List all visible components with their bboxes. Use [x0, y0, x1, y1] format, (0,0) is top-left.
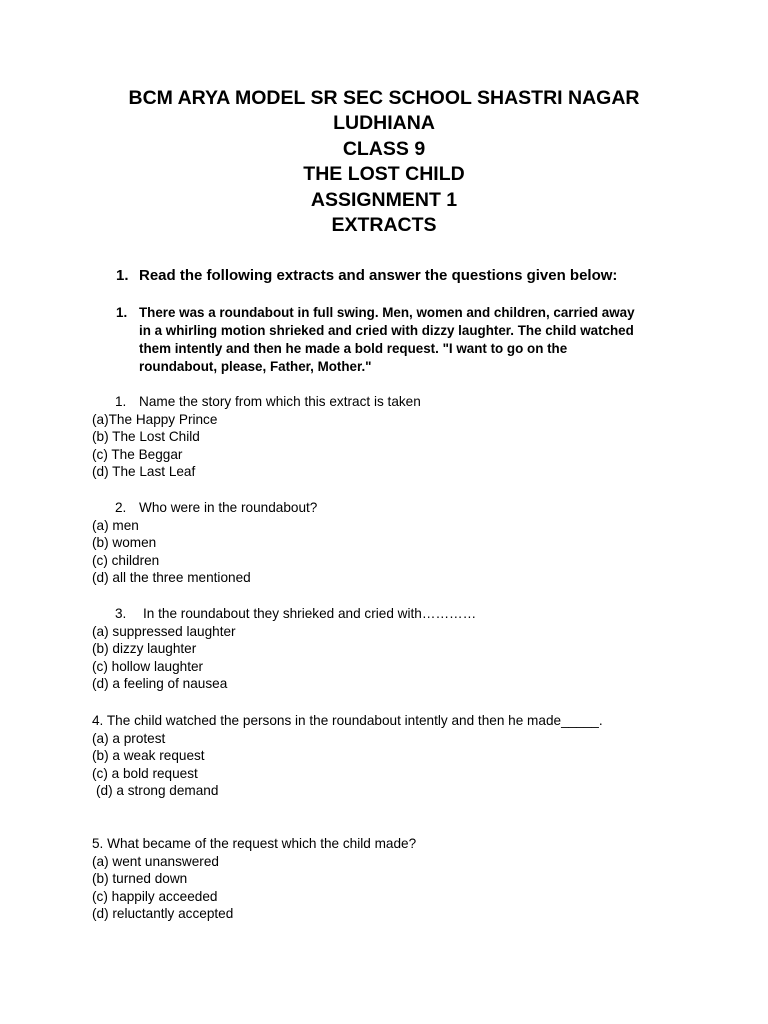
question-2	[92, 499, 317, 587]
option-b: (b) The Lost Child	[92, 429, 200, 445]
question-number: 4.	[92, 713, 104, 728]
question-stem	[92, 605, 476, 623]
option-a: (a) suppressed laughter	[92, 623, 236, 639]
option-b: (b) women	[92, 535, 157, 551]
option-a: (a)The Happy Prince	[92, 411, 218, 427]
class-label: CLASS 9	[342, 137, 426, 160]
assignment-label: ASSIGNMENT 1	[310, 188, 458, 211]
option-b: (b) dizzy laughter	[92, 641, 197, 657]
option-c: (c) children	[92, 552, 160, 568]
question-stem	[92, 712, 603, 730]
option-d: (d) all the three mentioned	[92, 570, 251, 586]
question-text: What became of the request which the child made?	[107, 836, 417, 851]
chapter-title: THE LOST CHILD	[303, 163, 465, 186]
instruction-text: Read the following extracts and answer the questions given below:	[139, 267, 618, 284]
option-c: (c) a bold request	[92, 765, 198, 781]
question-number: 5.	[92, 836, 104, 851]
option-c: (c) hollow laughter	[92, 658, 204, 674]
document-header	[0, 86, 768, 238]
extract-body	[139, 304, 676, 376]
question-stem	[92, 835, 416, 853]
question-1	[92, 393, 421, 481]
option-d: (d) a strong demand	[96, 783, 219, 799]
extract-line: them intently and then he made a bold request. "I want to go on the	[139, 341, 568, 356]
extract-number: 1.	[116, 305, 128, 320]
option-a: (a) a protest	[92, 730, 166, 746]
question-text: Name the story from which this extract is taken	[139, 394, 421, 409]
extract-line: in a whirling motion shrieked and cried with dizzy laughter. The child watched	[139, 323, 634, 338]
option-d: (d) reluctantly accepted	[92, 906, 234, 922]
question-number: 3.	[115, 606, 127, 621]
question-number: 2.	[115, 500, 127, 515]
option-d: (d) The Last Leaf	[92, 464, 196, 480]
option-c: (c) The Beggar	[92, 446, 183, 462]
option-b: (b) a weak request	[92, 748, 205, 764]
question-4	[92, 712, 603, 800]
question-5	[92, 835, 416, 923]
question-text: Who were in the roundabout?	[139, 500, 318, 515]
option-a: (a) men	[92, 517, 139, 533]
question-text: In the roundabout they shrieked and cried with…………	[143, 606, 477, 621]
question-text: The child watched the persons in the roundabout intently and then he made_____.	[106, 713, 603, 728]
question-stem	[92, 499, 317, 517]
option-a: (a) went unanswered	[92, 853, 219, 869]
question-stem	[92, 393, 421, 411]
option-c: (c) happily acceeded	[92, 888, 218, 904]
instruction-number: 1.	[116, 267, 129, 284]
option-b: (b) turned down	[92, 871, 188, 887]
instruction	[116, 266, 617, 286]
school-name: BCM ARYA MODEL SR SEC SCHOOL SHASTRI NAGAR	[128, 87, 640, 109]
school-city: LUDHIANA	[333, 112, 435, 135]
question-number: 1.	[115, 394, 127, 409]
extract-line: roundabout, please, Father, Mother."	[139, 359, 372, 374]
question-3	[92, 605, 476, 693]
section-label: EXTRACTS	[331, 214, 437, 237]
extract-line: There was a roundabout in full swing. Men, women and children, carried away	[139, 305, 635, 320]
extract-passage	[116, 304, 676, 376]
option-d: (d) a feeling of nausea	[92, 676, 228, 692]
